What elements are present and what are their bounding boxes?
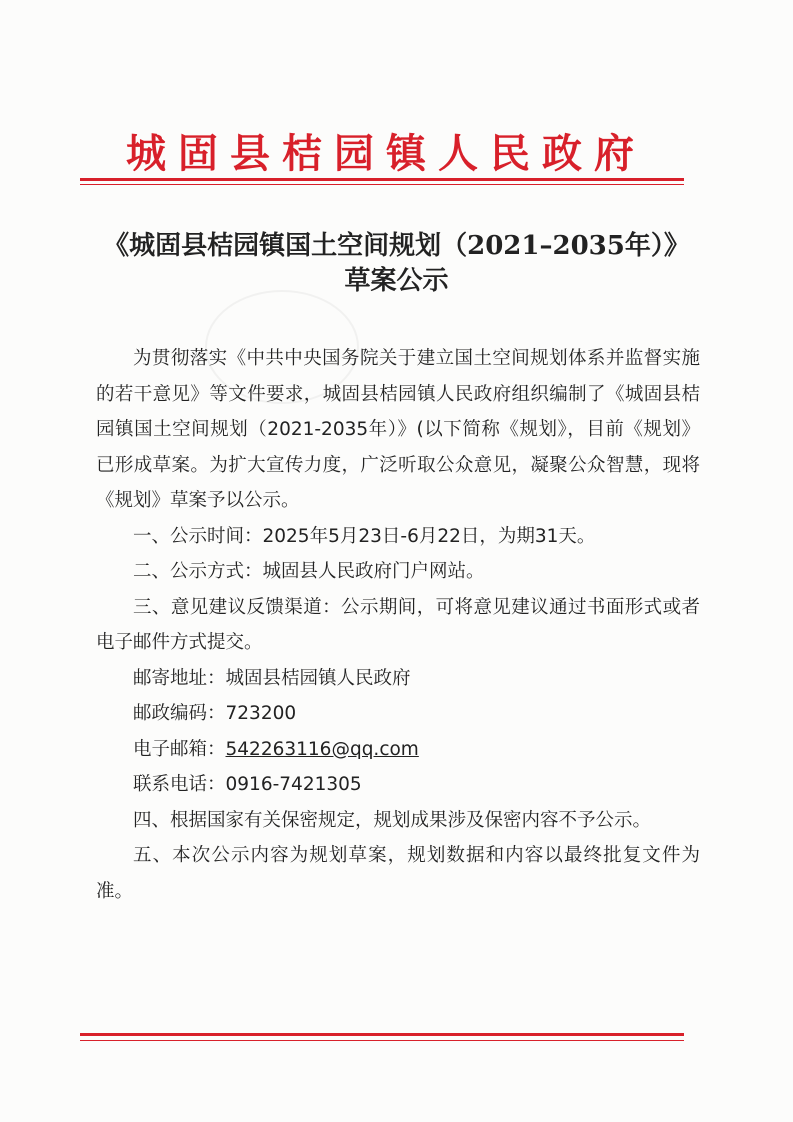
- mail-address-label: 邮寄地址：: [133, 667, 226, 689]
- header-red-rule-thin: [80, 184, 684, 185]
- email-line: [96, 732, 700, 768]
- notice-body: [96, 341, 700, 909]
- phone-label: 联系电话：: [133, 774, 226, 795]
- item-publicity-time: 一、公示时间：2025年5月23日-6月22日，为期31天。: [133, 525, 596, 547]
- phone-line: [96, 767, 700, 803]
- mail-address-value: 城固县桔园镇人民政府: [225, 667, 411, 689]
- postcode-value: 723200: [225, 703, 297, 724]
- intro-paragraph: 为贯彻落实《中共中央国务院关于建立国土空间规划体系并监督实施的若干意见》等文件要求，城固县桔园镇人民政府组织编制了《城固县桔园镇国土空间规划（2021-2035年）》(以下简称《规划》，目前《规划》已形成草案。为扩大宣传力度，广泛听取公众意见，凝聚公众智慧，现将《规划》草案予以公示。: [96, 348, 700, 511]
- header-red-rule-thick: [80, 178, 684, 181]
- item-final-approval: 五、本次公示内容为规划草案，规划数据和内容以最终批复文件为准。: [96, 845, 700, 902]
- postcode-label: 邮政编码：: [133, 703, 226, 724]
- footer-red-rule-thick: [80, 1033, 684, 1036]
- postcode-line: [96, 696, 700, 732]
- organization-header: 城固县桔园镇人民政府: [126, 130, 646, 177]
- email-label: 电子邮箱：: [133, 738, 226, 760]
- phone-value: 0916-7421305: [225, 774, 362, 795]
- item-confidentiality: 四、根据国家有关保密规定，规划成果涉及保密内容不予公示。: [133, 809, 652, 831]
- document-subtitle: 草案公示: [344, 266, 449, 296]
- item-publicity-method: 二、公示方式：城固县人民政府门户网站。: [133, 561, 485, 582]
- document-title: 《城固县桔园镇国土空间规划（2021–2035年）》: [103, 231, 690, 261]
- footer-red-rule-thin: [80, 1040, 684, 1041]
- item-feedback-channel: 三、意见建议反馈渠道：公示期间，可将意见建议通过书面形式或者电子邮件方式提交。: [96, 596, 700, 653]
- email-link[interactable]: 542263116@qq.com: [225, 738, 419, 760]
- mail-address-line: [96, 661, 700, 697]
